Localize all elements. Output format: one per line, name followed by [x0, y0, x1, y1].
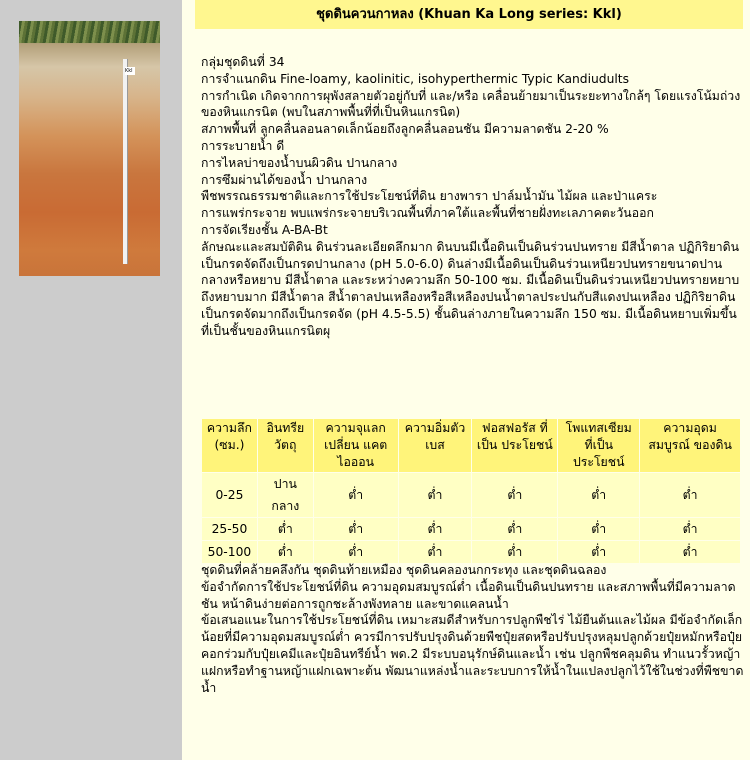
table-cell: ต่ำ: [257, 541, 313, 564]
soil-tag-label: Kkl: [125, 67, 135, 75]
note-similar-series: ชุดดินที่คล้ายคลึงกัน ชุดดินท้ายเหมือง ชุดดินคลองนกกระทุง และชุดดินฉลอง: [201, 563, 607, 577]
detail-horizons: การจัดเรียงชั้น A-BA-Bt: [201, 222, 328, 237]
soil-details: [201, 54, 741, 340]
detail-classification: การจำแนกดิน Fine-loamy, kaolinitic, isohyperthermic Typic Kandiudults: [201, 71, 630, 86]
table-cell: ต่ำ: [472, 541, 558, 564]
detail-group: กลุ่มชุดดินที่ 34: [201, 55, 285, 69]
detail-distribution: การแพร่กระจาย พบแพร่กระจายบริเวณพื้นที่ภาคใต้และพื้นที่ชายฝั่งทะเลภาคตะวันออก: [201, 206, 654, 221]
table-cell: ต่ำ: [558, 541, 640, 564]
table-cell: ต่ำ: [558, 518, 640, 541]
col-header-organic-matter: อินทรีย วัตถุ: [257, 419, 313, 473]
col-header-fertility: ความอุดม สมบูรณ์ ของดิน: [640, 419, 741, 473]
detail-vegetation: พืชพรรณธรรมชาติและการใช้ประโยชน์ที่ดิน ยางพารา ปาล์มน้ำมัน ไม้ผล และป่าแคระ: [201, 189, 658, 204]
table-row: [202, 541, 741, 564]
table-cell: ปานกลาง: [257, 473, 313, 518]
table-cell: ต่ำ: [257, 518, 313, 541]
table-cell: ต่ำ: [640, 541, 741, 564]
soil-notes: [201, 562, 746, 696]
col-header-phosphorus: ฟอสฟอรัส ที่เป็น ประโยชน์: [472, 419, 558, 473]
detail-permeability: การซึมผ่านได้ของน้ำ ปานกลาง: [201, 172, 368, 187]
left-sidebar: [0, 0, 182, 760]
table-cell: ต่ำ: [472, 518, 558, 541]
table-cell: ต่ำ: [398, 518, 472, 541]
table-cell: 0-25: [202, 473, 258, 518]
col-header-potassium: โพแทสเซียม ที่เป็นประโยชน์: [558, 419, 640, 473]
table-cell: 25-50: [202, 518, 258, 541]
note-limitations: ข้อจำกัดการใช้ประโยชน์ที่ดิน ความอุดมสมบูรณ์ต่ำ เนื้อดินเป็นดินปนทราย และสภาพพื้นที่มีความลาดชัน หน้าดินง่ายต่อการถูกชะล้างพังทลาย และขาดแคลนน้ำ: [201, 579, 736, 611]
detail-drainage: การระบายน้ำ ดี: [201, 138, 285, 153]
table-row: [202, 518, 741, 541]
detail-landform: สภาพพื้นที่ ลูกคลื่นลอนลาดเล็กน้อยถึงลูกคลื่นลอนชัน มีความลาดชัน 2-20 %: [201, 122, 609, 137]
soil-properties-table: [201, 418, 741, 564]
table-cell: ต่ำ: [398, 473, 472, 518]
col-header-cec: ความจุแลกเปลี่ยน แคตไอออน: [313, 419, 398, 473]
table-cell: ต่ำ: [313, 473, 398, 518]
detail-origin: การกำเนิด เกิดจากการผุพังสลายตัวอยู่กับที่ และ/หรือ เคลื่อนย้ายมาเป็นระยะทางใกล้ๆ โดยแรงโน้มถ่วงของหินแกรนิต (พบในสภาพพื้นที่ที่เป็นหินแกรนิต): [201, 88, 741, 120]
detail-characteristics: ลักษณะและสมบัติดิน ดินร่วนละเอียดลึกมาก ดินบนมีเนื้อดินเป็นดินร่วนปนทราย มีสีน้ำตาล ปฏิกิริยาดินเป็นกรดจัดถึงเป็นกรดปานกลาง (pH 5.0-6.0) ดินล่างมีเนื้อดินเป็นดินร่วนเหนียวปนทรายขนาดปานกลางหรือหยาบ มีสีน้ำตาล และระหว่างความลึก 50-100 ซม. มีเนื้อดินเป็นดินร่วนเหนียวปนทรายหยาบถึงหยาบมาก มีสีน้ำตาล สีน้ำตาลปนเหลืองหรือสีเหลืองปนน้ำตาลประปนกับสีแดงปนเหลือง ปฏิกิริยาดินเป็นกรดจัดมากถึงเป็นกรดจัด (pH 4.5-5.5) ชั้นดินล่างภายในความลึก 150 ซม. มีเนื้อดินหยาบเพิ่มขึ้นที่เป็นชั้นของหินแกรนิตผุ: [201, 239, 740, 338]
soil-profile-photo: [19, 21, 160, 276]
table-cell: ต่ำ: [640, 518, 741, 541]
table-cell: ต่ำ: [558, 473, 640, 518]
detail-runoff: การไหลบ่าของน้ำบนผิวดิน ปานกลาง: [201, 155, 398, 170]
table-cell: ต่ำ: [472, 473, 558, 518]
table-row: [202, 473, 741, 518]
measuring-pole: [123, 59, 127, 264]
grass-layer: [19, 21, 160, 43]
title-bar: [195, 0, 743, 29]
table-cell: ต่ำ: [398, 541, 472, 564]
table-cell: ต่ำ: [313, 518, 398, 541]
col-header-depth: ความลึก (ซม.): [202, 419, 258, 473]
col-header-base-saturation: ความอิ่มตัว เบส: [398, 419, 472, 473]
table-cell: ต่ำ: [313, 541, 398, 564]
table-header-row: [202, 419, 741, 473]
table-cell: 50-100: [202, 541, 258, 564]
page-title: ชุดดินควนกาหลง (Khuan Ka Long series: Kkl): [316, 7, 622, 22]
table-cell: ต่ำ: [640, 473, 741, 518]
note-recommendations: ข้อเสนอแนะในการใช้ประโยชน์ที่ดิน เหมาะสมดีสำหรับการปลูกพืชไร่ ไม้ยืนต้นและไม้ผล มีข้อจำกัดเล็กน้อยที่มีความอุดมสมบูรณ์ต่ำ ควรมีการปรับปรุงดินด้วยพืชปุ๋ยสดหรือปรับปรุงหลุมปลูกด้วยปุ๋ยหมักหรือปุ๋ยคอกร่วมกับปุ๋ยเคมีและปุ๋ยอินทรีย์น้ำ พด.2 มีระบบอนุรักษ์ดินและน้ำ เช่น ปลูกพืชคลุมดิน ทำแนวรั้วหญ้าแฝกหรือทำฐานหญ้าแฝกเฉพาะต้น พัฒนาแหล่งน้ำและระบบการให้น้ำในแปลงปลูกไว้ใช้ในช่วงที่พืชขาดน้ำ: [201, 613, 744, 695]
